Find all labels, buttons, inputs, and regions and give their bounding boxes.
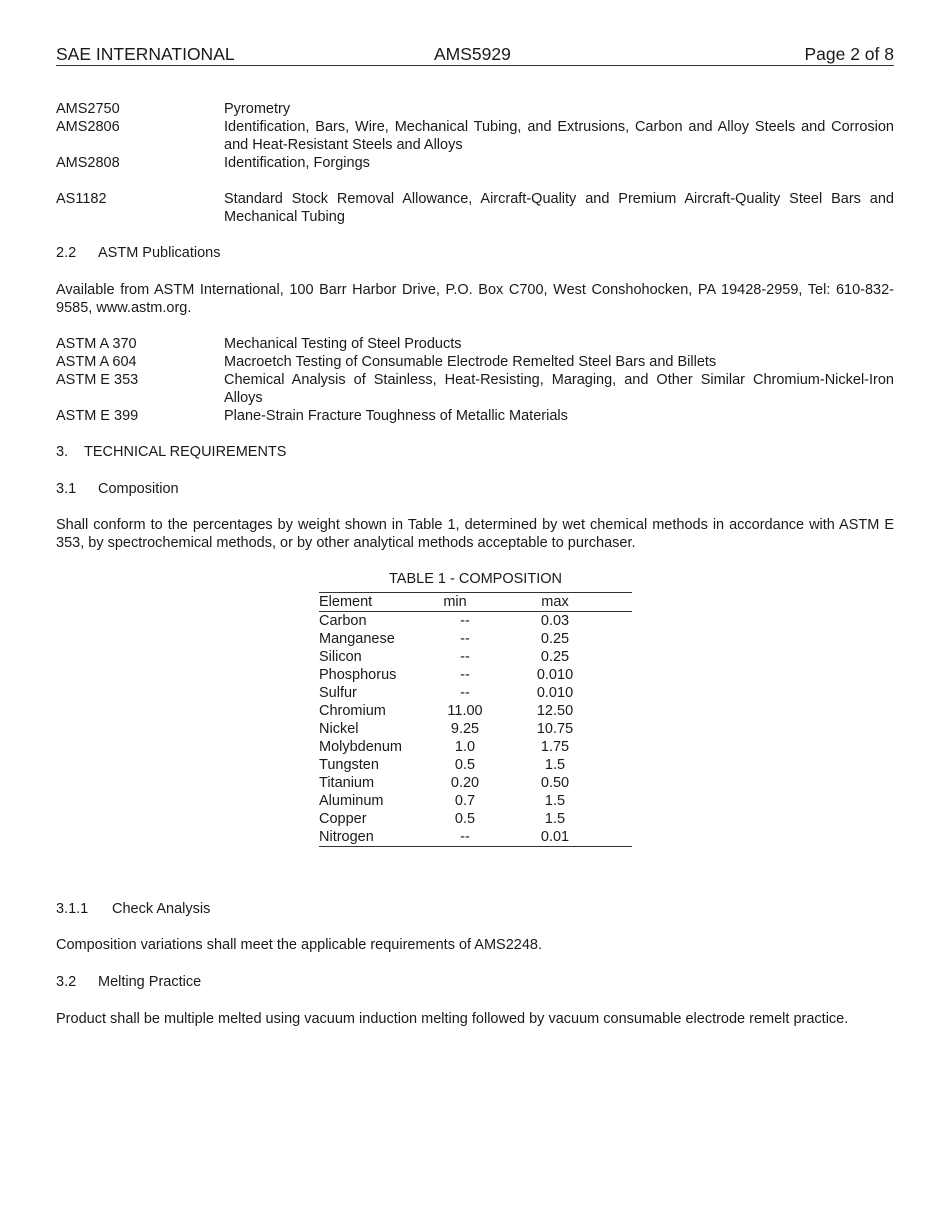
cell-min: -- [460,829,470,845]
cell-max: 1.5 [544,811,566,827]
cell-max: 1.5 [544,757,566,773]
table-header-row [319,592,632,612]
section-title: Melting Practice [98,974,202,990]
cell-min: 0.7 [454,793,476,809]
reference-title: Identification, Forgings [224,155,370,171]
table-row [319,702,632,720]
cell-element: Chromium [319,703,386,719]
cell-min: -- [460,649,470,665]
table-row [319,720,632,738]
table-row [319,828,632,846]
table-row [319,684,632,702]
header-element: Element [319,594,373,610]
cell-max: 10.75 [536,721,574,737]
table-row [319,738,632,756]
cell-min: 0.5 [454,811,476,827]
melting-practice-paragraph: Product shall be multiple melted using vacuum induction melting followed by vacuum consumable electrode remelt practice. [56,1011,849,1027]
cell-min: 0.5 [454,757,476,773]
section-number: 3. [56,444,69,460]
cell-element: Sulfur [319,685,357,701]
cell-element: Nitrogen [319,829,374,845]
cell-element: Carbon [319,613,367,629]
cell-min: 1.0 [454,739,476,755]
section-number: 3.1.1 [56,901,89,917]
cell-max: 0.010 [536,667,574,683]
reference-title: Macroetch Testing of Consumable Electrode Remelted Steel Bars and Billets [224,354,717,370]
header-min: min [443,594,467,610]
cell-max: 0.25 [540,649,570,665]
reference-code: ASTM A 370 [56,336,137,352]
table-row [319,648,632,666]
section-heading-3-2 [56,973,894,991]
section-heading-3-1-1 [56,900,894,918]
cell-element: Aluminum [319,793,384,809]
cell-element: Copper [319,811,367,827]
table-row [319,666,632,684]
reference-code: AMS2806 [56,119,120,135]
reference-code: ASTM E 353 [56,372,139,388]
cell-max: 0.25 [540,631,570,647]
cell-max: 1.5 [544,793,566,809]
section-heading-3 [56,443,894,461]
section-heading-3-1 [56,480,894,498]
reference-code: AMS2808 [56,155,120,171]
header-org: SAE INTERNATIONAL [56,44,235,64]
cell-max: 0.03 [540,613,570,629]
table-row [319,630,632,648]
table-row [319,810,632,828]
cell-element: Molybdenum [319,739,403,755]
cell-min: 11.00 [447,703,483,719]
table-row [319,792,632,810]
header-page-number: Page 2 of 8 [804,44,894,64]
cell-element: Titanium [319,775,375,791]
composition-paragraph: Shall conform to the percentages by weight shown in Table 1, determined by wet chemical methods in accordance with ASTM E 353, by spectrochemical methods, or by other analytical methods acceptable to purchaser. [56,517,894,551]
page-header [56,44,894,66]
cell-element: Manganese [319,631,395,647]
cell-max: 0.01 [540,829,570,845]
cell-element: Silicon [319,649,362,665]
reference-code: AS1182 [56,191,107,207]
cell-min: -- [460,613,470,629]
table-body [319,612,632,847]
reference-title: Identification, Bars, Wire, Mechanical Tubing, and Extrusions, Carbon and Alloy Steels and Corrosion and Heat-Resistant Steels and Alloys [224,119,894,153]
section-title: Composition [98,481,179,497]
cell-element: Nickel [319,721,359,737]
cell-max: 1.75 [540,739,570,755]
cell-min: 9.25 [450,721,480,737]
table-row [319,756,632,774]
reference-title: Chemical Analysis of Stainless, Heat-Resisting, Maraging, and Other Similar Chromium-Nickel-Iron Alloys [224,372,894,406]
cell-max: 0.50 [540,775,570,791]
cell-min: -- [460,667,470,683]
cell-element: Tungsten [319,757,379,773]
cell-min: -- [460,631,470,647]
composition-table [319,568,632,847]
table-row [319,774,632,792]
reference-title: Standard Stock Removal Allowance, Aircraft-Quality and Premium Aircraft-Quality Steel Bars and Mechanical Tubing [224,191,894,225]
section-title: TECHNICAL REQUIREMENTS [84,444,287,460]
astm-intro-paragraph: Available from ASTM International, 100 Barr Harbor Drive, P.O. Box C700, West Conshohocken, PA 19428-2959, Tel: 610-832-9585, www.astm.org. [56,282,894,316]
cell-element: Phosphorus [319,667,397,683]
reference-title: Mechanical Testing of Steel Products [224,336,462,352]
reference-title: Plane-Strain Fracture Toughness of Metallic Materials [224,408,568,424]
reference-code: ASTM A 604 [56,354,137,370]
section-title: Check Analysis [112,901,211,917]
reference-code: AMS2750 [56,101,120,117]
cell-min: -- [460,685,470,701]
reference-title: Pyrometry [224,101,291,117]
section-title: ASTM Publications [98,245,221,261]
table-title: TABLE 1 - COMPOSITION [389,571,562,587]
header-max: max [541,594,569,610]
cell-min: 0.20 [450,775,480,791]
section-number: 3.2 [56,974,77,990]
cell-max: 12.50 [536,703,574,719]
cell-max: 0.010 [536,685,574,701]
section-heading-2-2 [56,244,894,262]
section-number: 2.2 [56,245,77,261]
header-doc-number: AMS5929 [434,44,511,64]
check-analysis-paragraph: Composition variations shall meet the applicable requirements of AMS2248. [56,937,543,953]
reference-code: ASTM E 399 [56,408,139,424]
section-number: 3.1 [56,481,77,497]
table-row [319,612,632,630]
